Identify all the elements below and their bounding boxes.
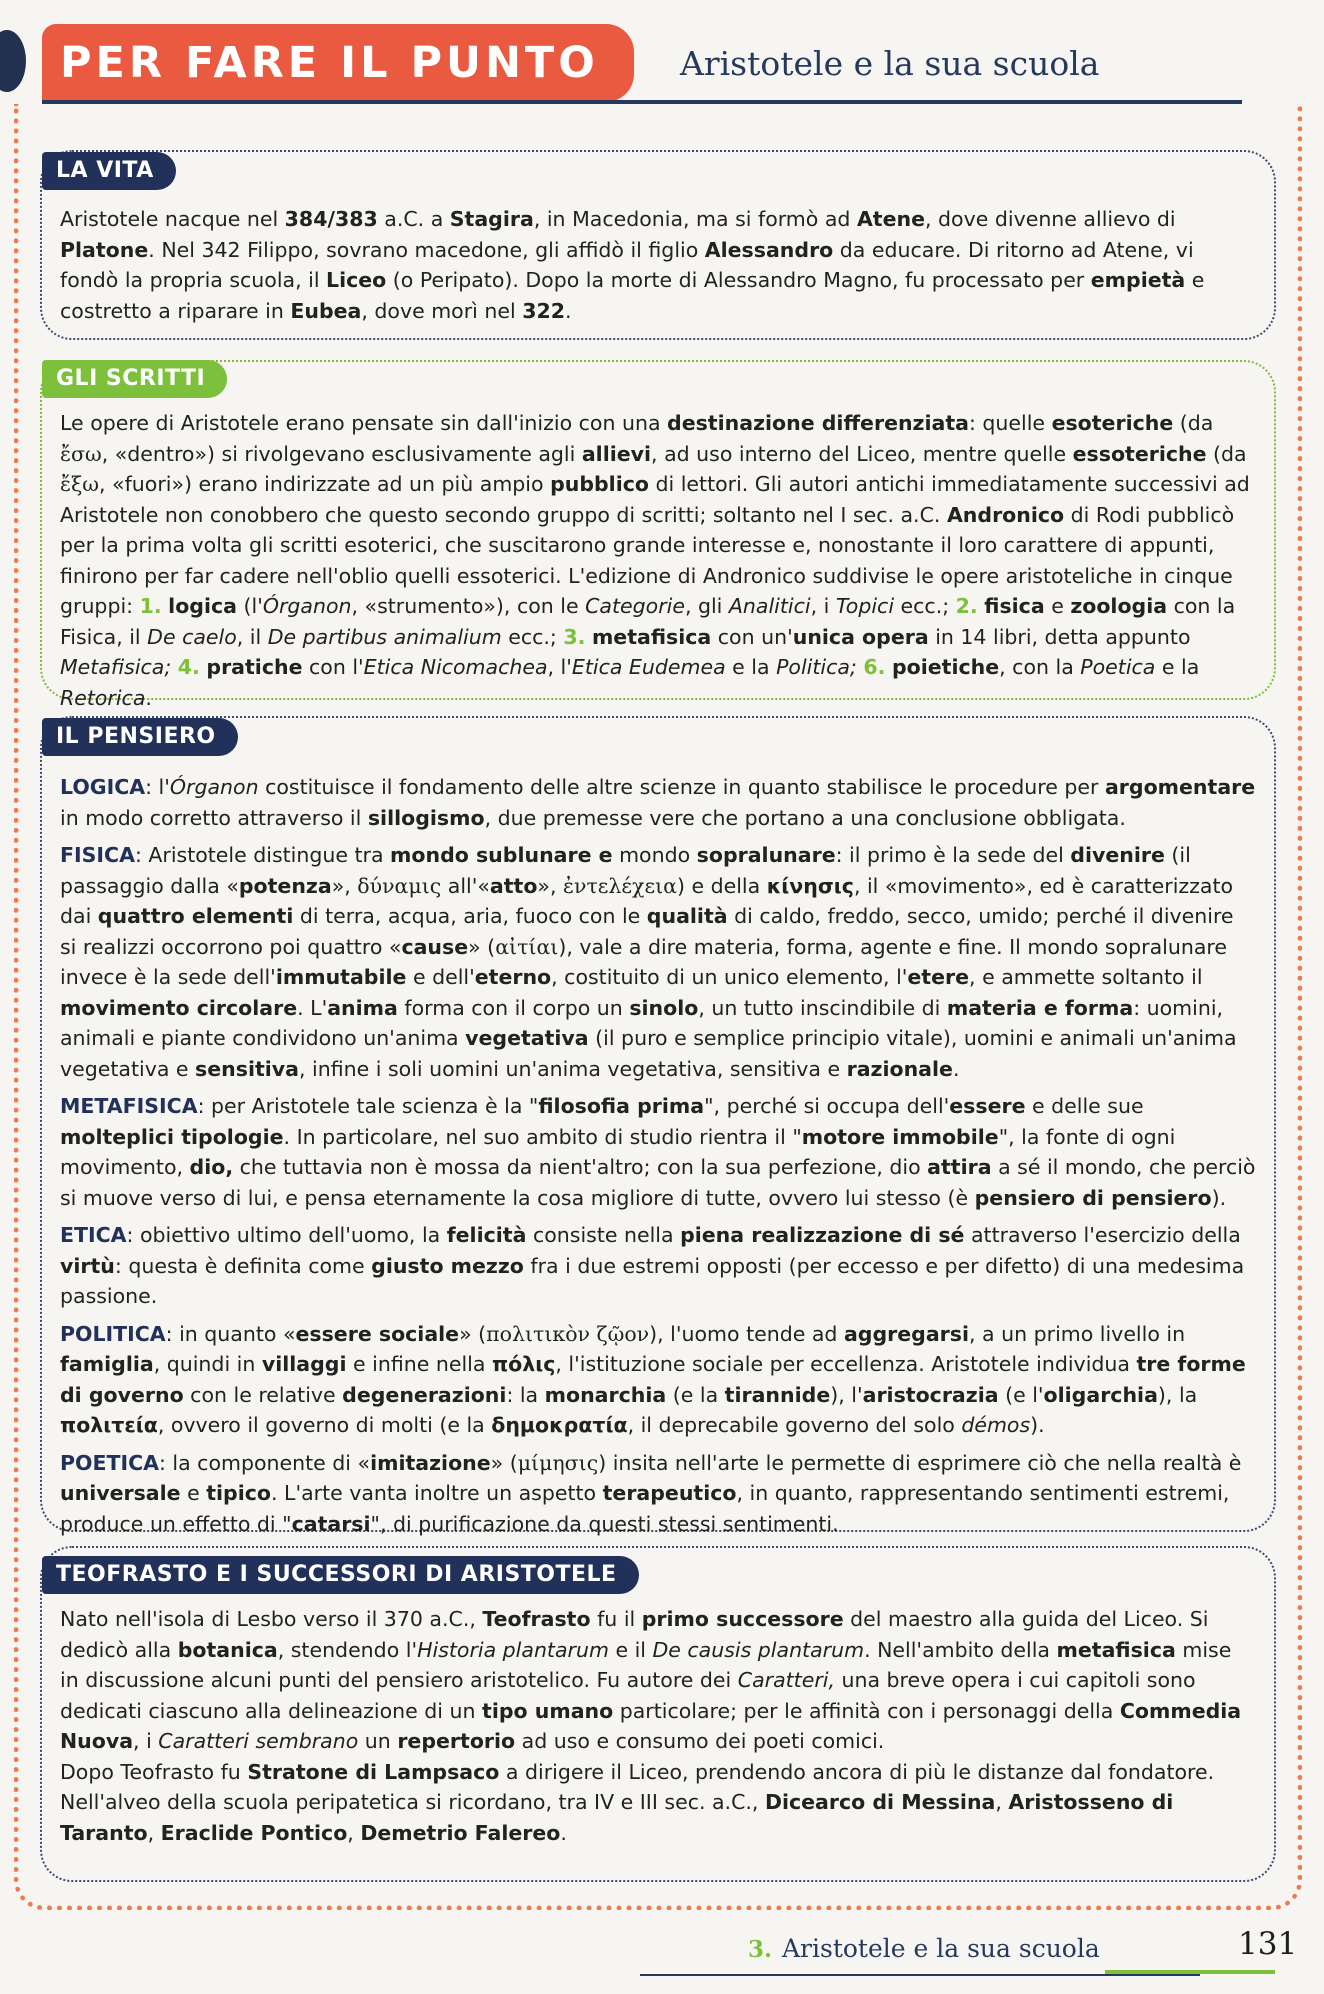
section-label-teofrasto: TEOFRASTO E I SUCCESSORI DI ARISTOTELE: [42, 1556, 639, 1594]
pensiero-fisica: FISICA: Aristotele distingue tra mondo sublunare e mondo sopralunare: il primo è la sede del divenire (il passaggio dalla «potenza», δύναμις all'«atto», ἐντελέχεια) e della κίνησις, il «movimento», ed è caratterizzato dai quattro elementi di terra, acqua, aria, fuoco con le qualità di caldo, freddo, secco, umido; perché il divenire si realizzi occorrono poi quattro «cause» (αἰτίαι), vale a dire materia, forma, agente e fine. Il mondo sopralunare invece è la sede dell'immutabile e dell'eterno, costituito di un unico elemento, l'etere, e ammette soltanto il movimento circolare. L'anima forma con il corpo un sinolo, un tutto inscindibile di materia e forma: uomini, animali e piante condividono un'anima vegetativa (il puro e semplice principio vitale), uomini e animali un'anima vegetativa e sensitiva, infine i soli uomini un'anima vegetativa, sensitiva e razionale.: [60, 843, 1237, 1081]
pensiero-politica: POLITICA: in quanto «essere sociale» (πολιτικὸν ζῷον), l'uomo tende ad aggregarsi, a un primo livello in famiglia, quindi in villaggi e infine nella πόλις, l'istituzione sociale per eccellenza. Aristotele individua tre forme di governo con le relative degenerazioni: la monarchia (e la tirannide), l'aristocrazia (e l'oligarchia), la πολιτεία, ovvero il governo di molti (e la δημοκρατία, il deprecabile governo del solo démos).: [60, 1321, 1246, 1437]
pensiero-text: [60, 772, 1256, 1546]
teofrasto-text: [60, 1604, 1256, 1848]
section-label-pensiero: IL PENSIERO: [42, 718, 238, 756]
header-subtitle: Aristotele e la sua scuola: [680, 44, 1100, 83]
footer-rule: [640, 1974, 1200, 1976]
section-label-scritti: GLI SCRITTI: [42, 360, 227, 398]
footer-accent-bar: [1105, 1970, 1275, 1974]
banner-title: PER FARE IL PUNTO: [60, 38, 599, 88]
section-label-vita: LA VITA: [42, 152, 176, 190]
pensiero-etica: ETICA: obiettivo ultimo dell'uomo, la felicità consiste nella piena realizzazione di sé attraverso l'esercizio della virtù: questa è definita come giusto mezzo fra i due estremi opposti (per eccesso e per difetto) di una medesima passione.: [60, 1223, 1245, 1308]
footer-chapter-number: 3.: [748, 1936, 773, 1963]
pensiero-metafisica: METAFISICA: per Aristotele tale scienza è la "filosofia prima", perché si occupa dell'essere e delle sue molteplici tipologie. In particolare, nel suo ambito di studio rientra il "motore immobile", la fonte di ogni movimento, dio, che tuttavia non è mossa da nient'altro; con la sua perfezione, dio attira a sé il mondo, che perciò si muove verso di lui, e pensa eternamente la cosa migliore di tutte, ovvero lui stesso (è pensiero di pensiero).: [60, 1094, 1256, 1210]
pensiero-poetica: POETICA: la componente di «imitazione» (μίμησις) insita nell'arte le permette di esprimere ciò che nella realtà è universale e tipico. L'arte vanta inoltre un aspetto terapeutico, in quanto, rappresentando sentimenti estremi, produce un effetto di "catarsi", di purificazione da questi stessi sentimenti.: [60, 1450, 1242, 1536]
vita-paragraph: Aristotele nacque nel 384/383 a.C. a Stagira, in Macedonia, ma si formò ad Atene, dove divenne allievo di Platone. Nel 342 Filippo, sovrano macedone, gli affidò il figlio Alessandro da educare. Di ritorno ad Atene, vi fondò la propria scuola, il Liceo (o Peripato). Dopo la morte di Alessandro Magno, fu processato per empietà e costretto a riparare in Eubea, dove morì nel 322.: [60, 207, 1205, 323]
footer-chapter-title: Aristotele e la sua scuola: [782, 1934, 1100, 1963]
corner-circle-decoration: [0, 30, 26, 92]
scritti-paragraph: Le opere di Aristotele erano pensate sin dall'inizio con una destinazione differenziata: quelle esoteriche (da ἔσω, «dentro») si rivolgevano esclusivamente agli allievi, ad uso interno del Liceo, mentre quelle essoteriche (da ἔξω, «fuori») erano indirizzate ad un più ampio pubblico di lettori. Gli autori antichi immediatamente successivi ad Aristotele non conobbero che questo secondo gruppo di scritti; soltanto nel I sec. a.C. Andronico di Rodi pubblicò per la prima volta gli scritti esoterici, che suscitarono grande interesse e, nonostante il loro carattere di appunti, finirono per far cadere nell'oblio quelli essoterici. L'edizione di Andronico suddivise le opere aristoteliche in cinque gruppi: 1. logica (l'Órganon, «strumento»), con le Categorie, gli Analitici, i Topici ecc.; 2. fisica e zoologia con la Fisica, il De caelo, il De partibus animalium ecc.; 3. metafisica con un'unica opera in 14 libri, detta appunto Metafisica; 4. pratiche con l'Etica Nicomachea, l'Etica Eudemea e la Politica; 6. poietiche, con la Poetica e la Retorica.: [60, 411, 1250, 710]
page-number: 131: [1238, 1926, 1298, 1962]
vita-text: [60, 204, 1256, 326]
scritti-text: [60, 408, 1256, 713]
teofrasto-paragraph-2: Dopo Teofrasto fu Stratone di Lampsaco a dirigere il Liceo, prendendo ancora di più le distanze dal fondatore. Nell'alveo della scuola peripatetica si ricordano, tra IV e III sec. a.C., Dicearco di Messina, Aristosseno di Taranto, Eraclide Pontico, Demetrio Falereo.: [60, 1759, 1215, 1845]
teofrasto-paragraph-1: Nato nell'isola di Lesbo verso il 370 a.C., Teofrasto fu il primo successore del maestro alla guida del Liceo. Si dedicò alla botanica, stendendo l'Historia plantarum e il De causis plantarum. Nell'ambito della metafisica mise in discussione alcuni punti del pensiero aristotelico. Fu autore dei Caratteri, una breve opera i cui capitoli sono dedicati ciascuno alla delineazione di un tipo umano particolare; per le affinità con i personaggi della Commedia Nuova, i Caratteri sembrano un repertorio ad uso e consumo dei poeti comici.: [60, 1607, 1242, 1753]
pensiero-logica: LOGICA: l'Órganon costituisce il fondamento delle altre scienze in quanto stabilisce le procedure per argomentare in modo corretto attraverso il sillogismo, due premesse vere che portano a una conclusione obbligata.: [60, 775, 1256, 830]
